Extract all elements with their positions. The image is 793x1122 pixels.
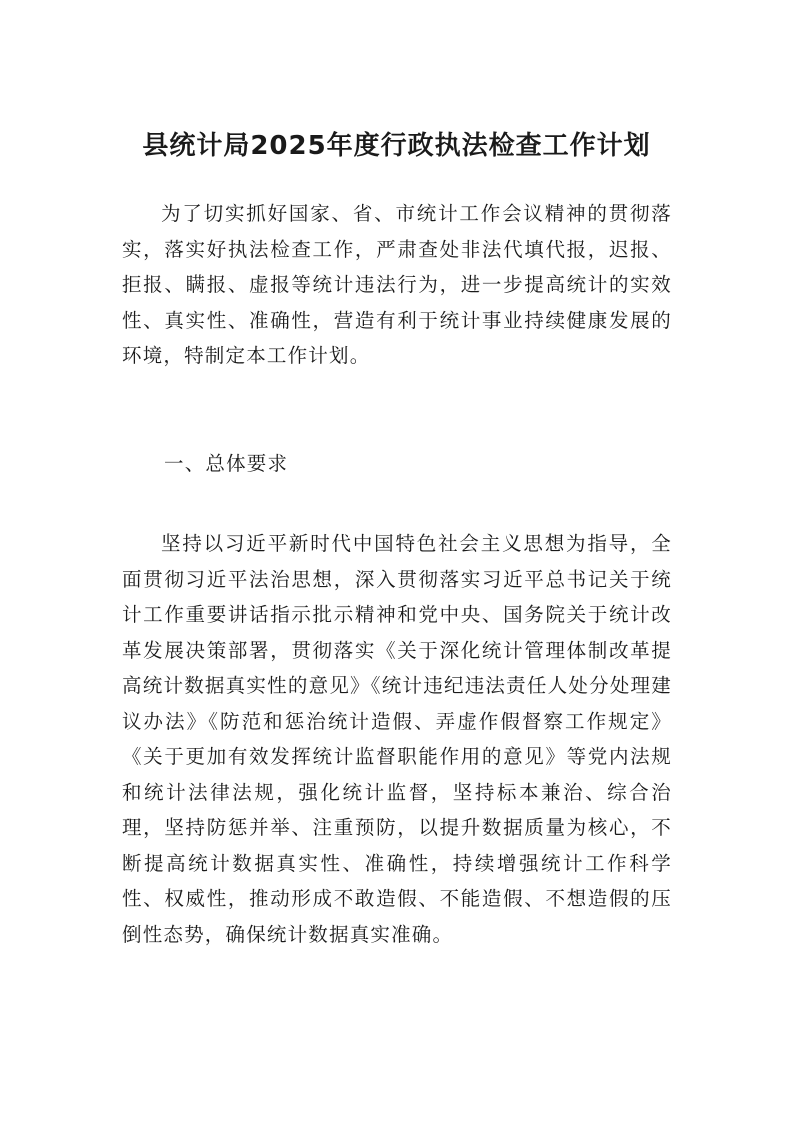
document-title: 县统计局2025年度行政执法检查工作计划 [142, 131, 651, 161]
intro-paragraph: 为了切实抓好国家、省、市统计工作会议精神的贯彻落实，落实好执法检查工作，严肃查处非法代填代报，迟报、拒报、瞒报、虚报等统计违法行为，进一步提高统计的实效性、真实性、准确性，营造有利于统计事业持续健康发展的环境，特制定本工作计划。 [122, 202, 672, 367]
section-heading-general-requirements: 一、总体要求 [164, 452, 289, 475]
section-paragraph-general-requirements: 坚持以习近平新时代中国特色社会主义思想为指导，全面贯彻习近平法治思想，深入贯彻落实习近平总书记关于统计工作重要讲话指示批示精神和党中央、国务院关于统计改革发展决策部署，贯彻落实《关于深化统计管理体制改革提高统计数据真实性的意见》《统计违纪违法责任人处分处理建议办法》《防范和惩治统计造假、弄虚作假督察工作规定》《关于更加有效发挥统计监督职能作用的意见》等党内法规和统计法律法规，强化统计监督，坚持标本兼治、综合治理，坚持防惩并举、注重预防，以提升数据质量为核心，不断提高统计数据真实性、准确性，持续增强统计工作科学性、权威性，推动形成不敢造假、不能造假、不想造假的压倒性态势，确保统计数据真实准确。 [122, 532, 672, 946]
